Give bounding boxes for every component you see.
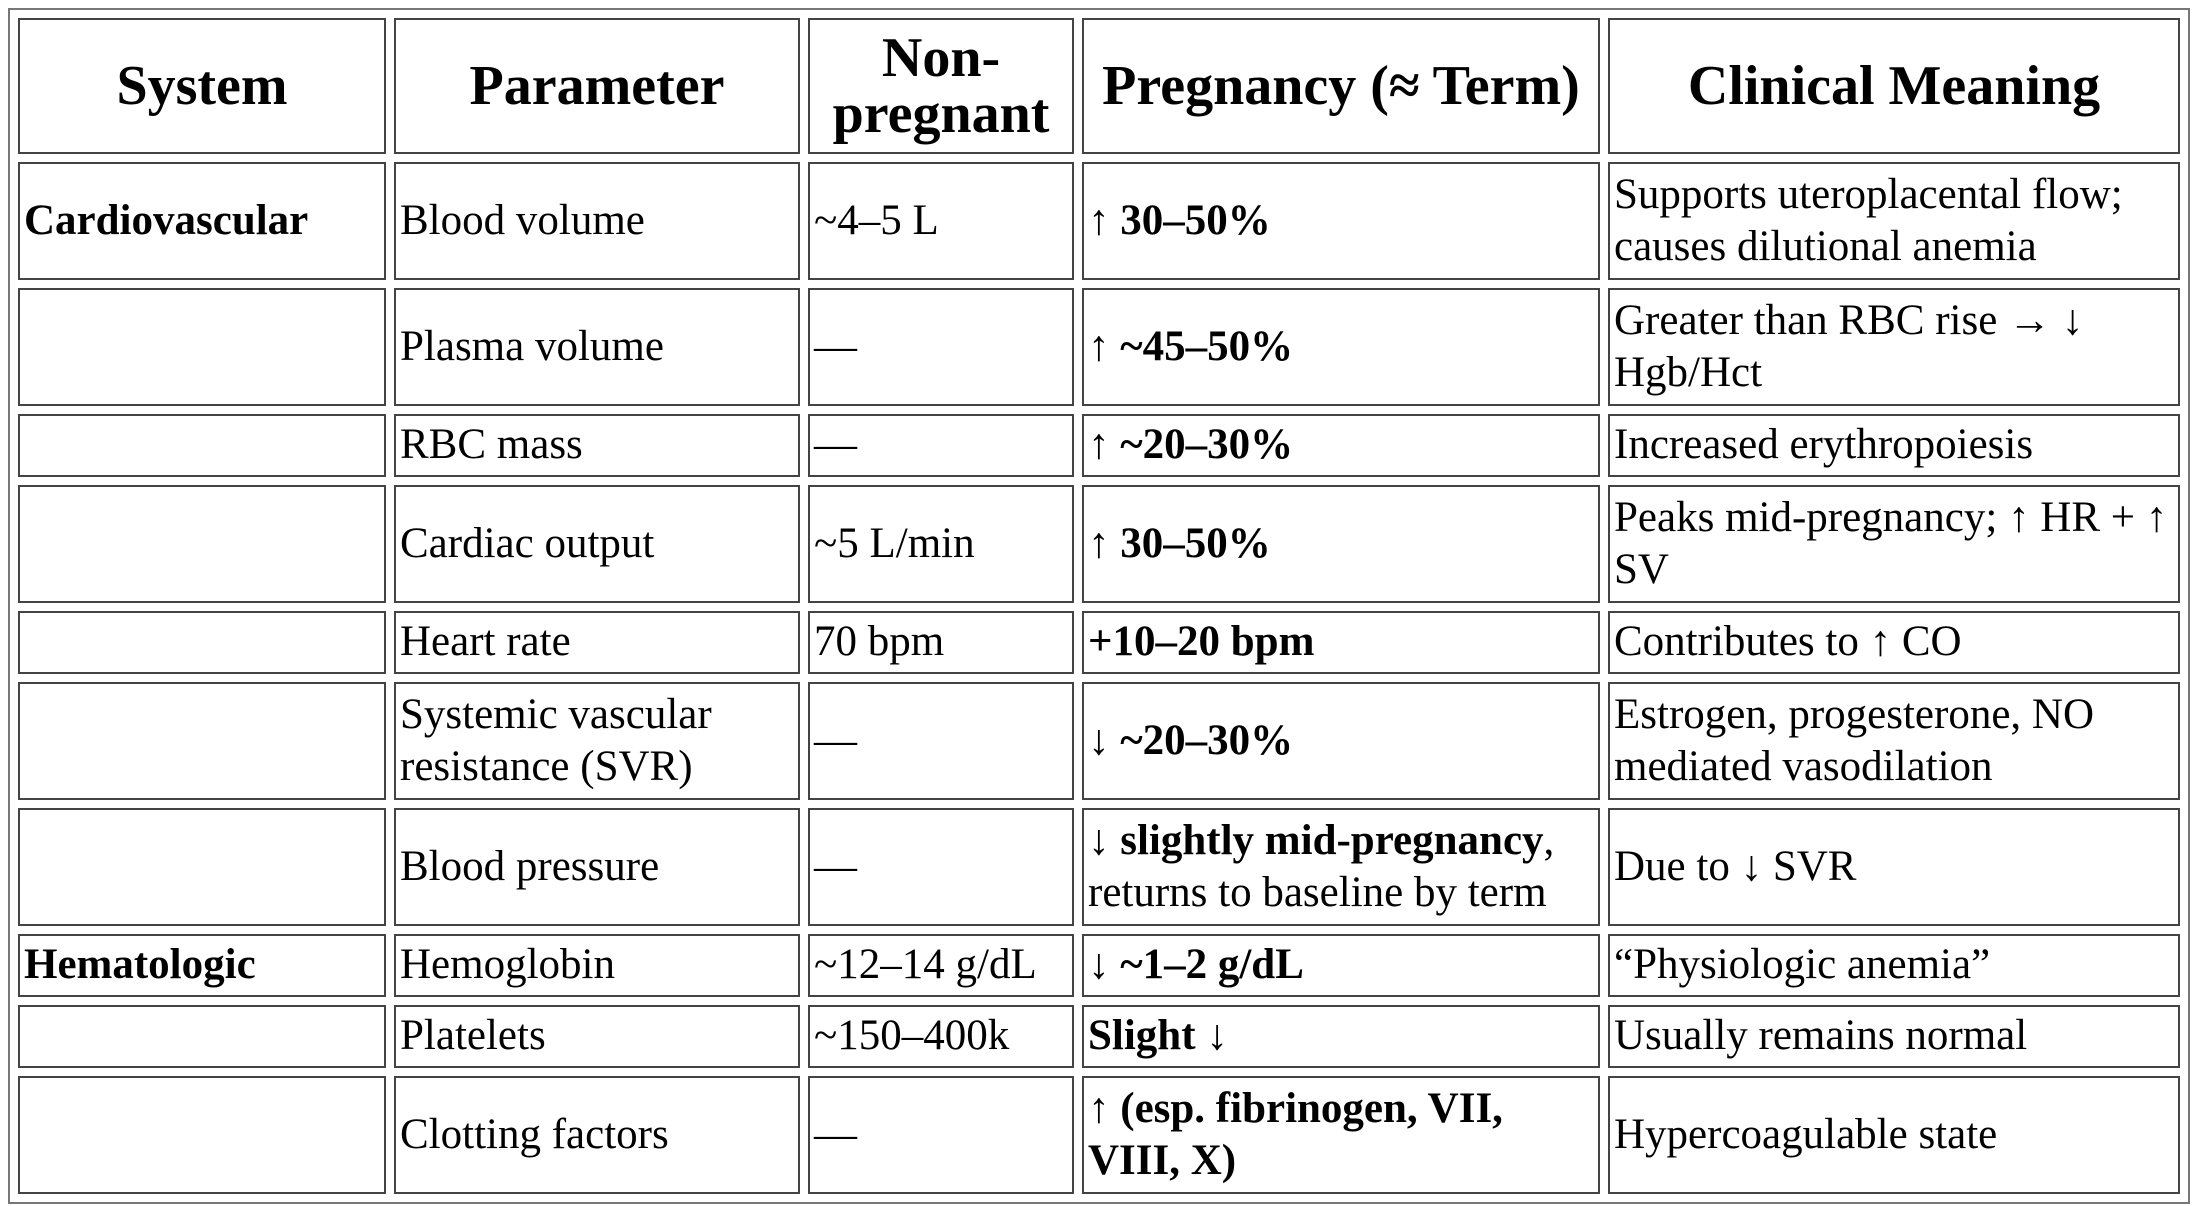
table-container <box>8 8 2190 1201</box>
cell-nonpregnant: — <box>808 682 1074 800</box>
cell-system <box>18 611 386 674</box>
cell-system <box>18 1076 386 1194</box>
cell-system: Hematologic <box>18 934 386 997</box>
cell-clinical-meaning: Due to ↓ SVR <box>1608 808 2180 926</box>
cell-clinical-meaning: Usually remains normal <box>1608 1005 2180 1068</box>
cell-parameter: Heart rate <box>394 611 800 674</box>
pregnancy-bold-text: ↑ ~20–30% <box>1088 421 1294 469</box>
cell-pregnancy <box>1082 485 1600 603</box>
header-row <box>18 18 2180 154</box>
cell-pregnancy <box>1082 1005 1600 1068</box>
table-row <box>18 1076 2180 1194</box>
cell-parameter: Blood pressure <box>394 808 800 926</box>
cell-nonpregnant: — <box>808 808 1074 926</box>
table-row <box>18 414 2180 477</box>
cell-nonpregnant: — <box>808 288 1074 406</box>
pregnancy-physiology-table <box>8 8 2190 1204</box>
cell-parameter: Cardiac output <box>394 485 800 603</box>
cell-nonpregnant: ~4–5 L <box>808 162 1074 280</box>
cell-nonpregnant: — <box>808 414 1074 477</box>
pregnancy-bold-text: ↑ 30–50% <box>1088 196 1271 244</box>
header-parameter: Parameter <box>394 18 800 154</box>
cell-pregnancy <box>1082 162 1600 280</box>
cell-pregnancy <box>1082 288 1600 406</box>
pregnancy-bold-text: Slight ↓ <box>1088 1012 1228 1060</box>
cell-pregnancy <box>1082 934 1600 997</box>
table-row <box>18 611 2180 674</box>
table-row <box>18 485 2180 603</box>
cell-clinical-meaning: Greater than RBC rise → ↓ Hgb/Hct <box>1608 288 2180 406</box>
table-row <box>18 808 2180 926</box>
cell-system <box>18 414 386 477</box>
table-row <box>18 162 2180 280</box>
cell-nonpregnant: — <box>808 1076 1074 1194</box>
pregnancy-bold-text: ↓ ~1–2 g/dL <box>1088 941 1304 989</box>
cell-parameter: Systemic vascular resistance (SVR) <box>394 682 800 800</box>
cell-parameter: Clotting factors <box>394 1076 800 1194</box>
cell-nonpregnant: ~5 L/min <box>808 485 1074 603</box>
cell-parameter: RBC mass <box>394 414 800 477</box>
cell-nonpregnant: ~12–14 g/dL <box>808 934 1074 997</box>
cell-parameter: Plasma volume <box>394 288 800 406</box>
cell-clinical-meaning: Hypercoagulable state <box>1608 1076 2180 1194</box>
cell-clinical-meaning: Peaks mid-pregnancy; ↑ HR + ↑ SV <box>1608 485 2180 603</box>
cell-pregnancy <box>1082 1076 1600 1194</box>
cell-clinical-meaning: Estrogen, progesterone, NO mediated vasodilation <box>1608 682 2180 800</box>
pregnancy-bold-text: ↓ slightly mid-pregnancy <box>1088 816 1544 864</box>
cell-nonpregnant: ~150–400k <box>808 1005 1074 1068</box>
cell-system: Cardiovascular <box>18 162 386 280</box>
pregnancy-bold-text: +10–20 bpm <box>1088 618 1315 666</box>
cell-pregnancy <box>1082 611 1600 674</box>
cell-parameter: Platelets <box>394 1005 800 1068</box>
header-system: System <box>18 18 386 154</box>
table-row <box>18 1005 2180 1068</box>
pregnancy-bold-text: ↑ 30–50% <box>1088 519 1271 567</box>
pregnancy-rest-text: , returns to baseline by term <box>1088 816 1555 916</box>
cell-parameter: Hemoglobin <box>394 934 800 997</box>
cell-pregnancy <box>1082 808 1600 926</box>
pregnancy-bold-text: ↑ ~45–50% <box>1088 322 1294 370</box>
table-row <box>18 682 2180 800</box>
cell-system <box>18 485 386 603</box>
cell-system <box>18 682 386 800</box>
header-nonpregnant: Non-pregnant <box>808 18 1074 154</box>
table-row <box>18 288 2180 406</box>
cell-clinical-meaning: Supports uteroplacental flow; causes dilutional anemia <box>1608 162 2180 280</box>
cell-system <box>18 808 386 926</box>
cell-clinical-meaning: Contributes to ↑ CO <box>1608 611 2180 674</box>
cell-clinical-meaning: “Physiologic anemia” <box>1608 934 2180 997</box>
cell-pregnancy <box>1082 682 1600 800</box>
pregnancy-bold-text: ↑ (esp. fibrinogen, VII, VIII, X) <box>1088 1084 1503 1184</box>
cell-clinical-meaning: Increased erythropoiesis <box>1608 414 2180 477</box>
header-clinical-meaning: Clinical Meaning <box>1608 18 2180 154</box>
cell-system <box>18 288 386 406</box>
cell-parameter: Blood volume <box>394 162 800 280</box>
header-pregnancy: Pregnancy (≈ Term) <box>1082 18 1600 154</box>
table-row <box>18 934 2180 997</box>
cell-system <box>18 1005 386 1068</box>
cell-nonpregnant: 70 bpm <box>808 611 1074 674</box>
cell-pregnancy <box>1082 414 1600 477</box>
pregnancy-bold-text: ↓ ~20–30% <box>1088 716 1294 764</box>
